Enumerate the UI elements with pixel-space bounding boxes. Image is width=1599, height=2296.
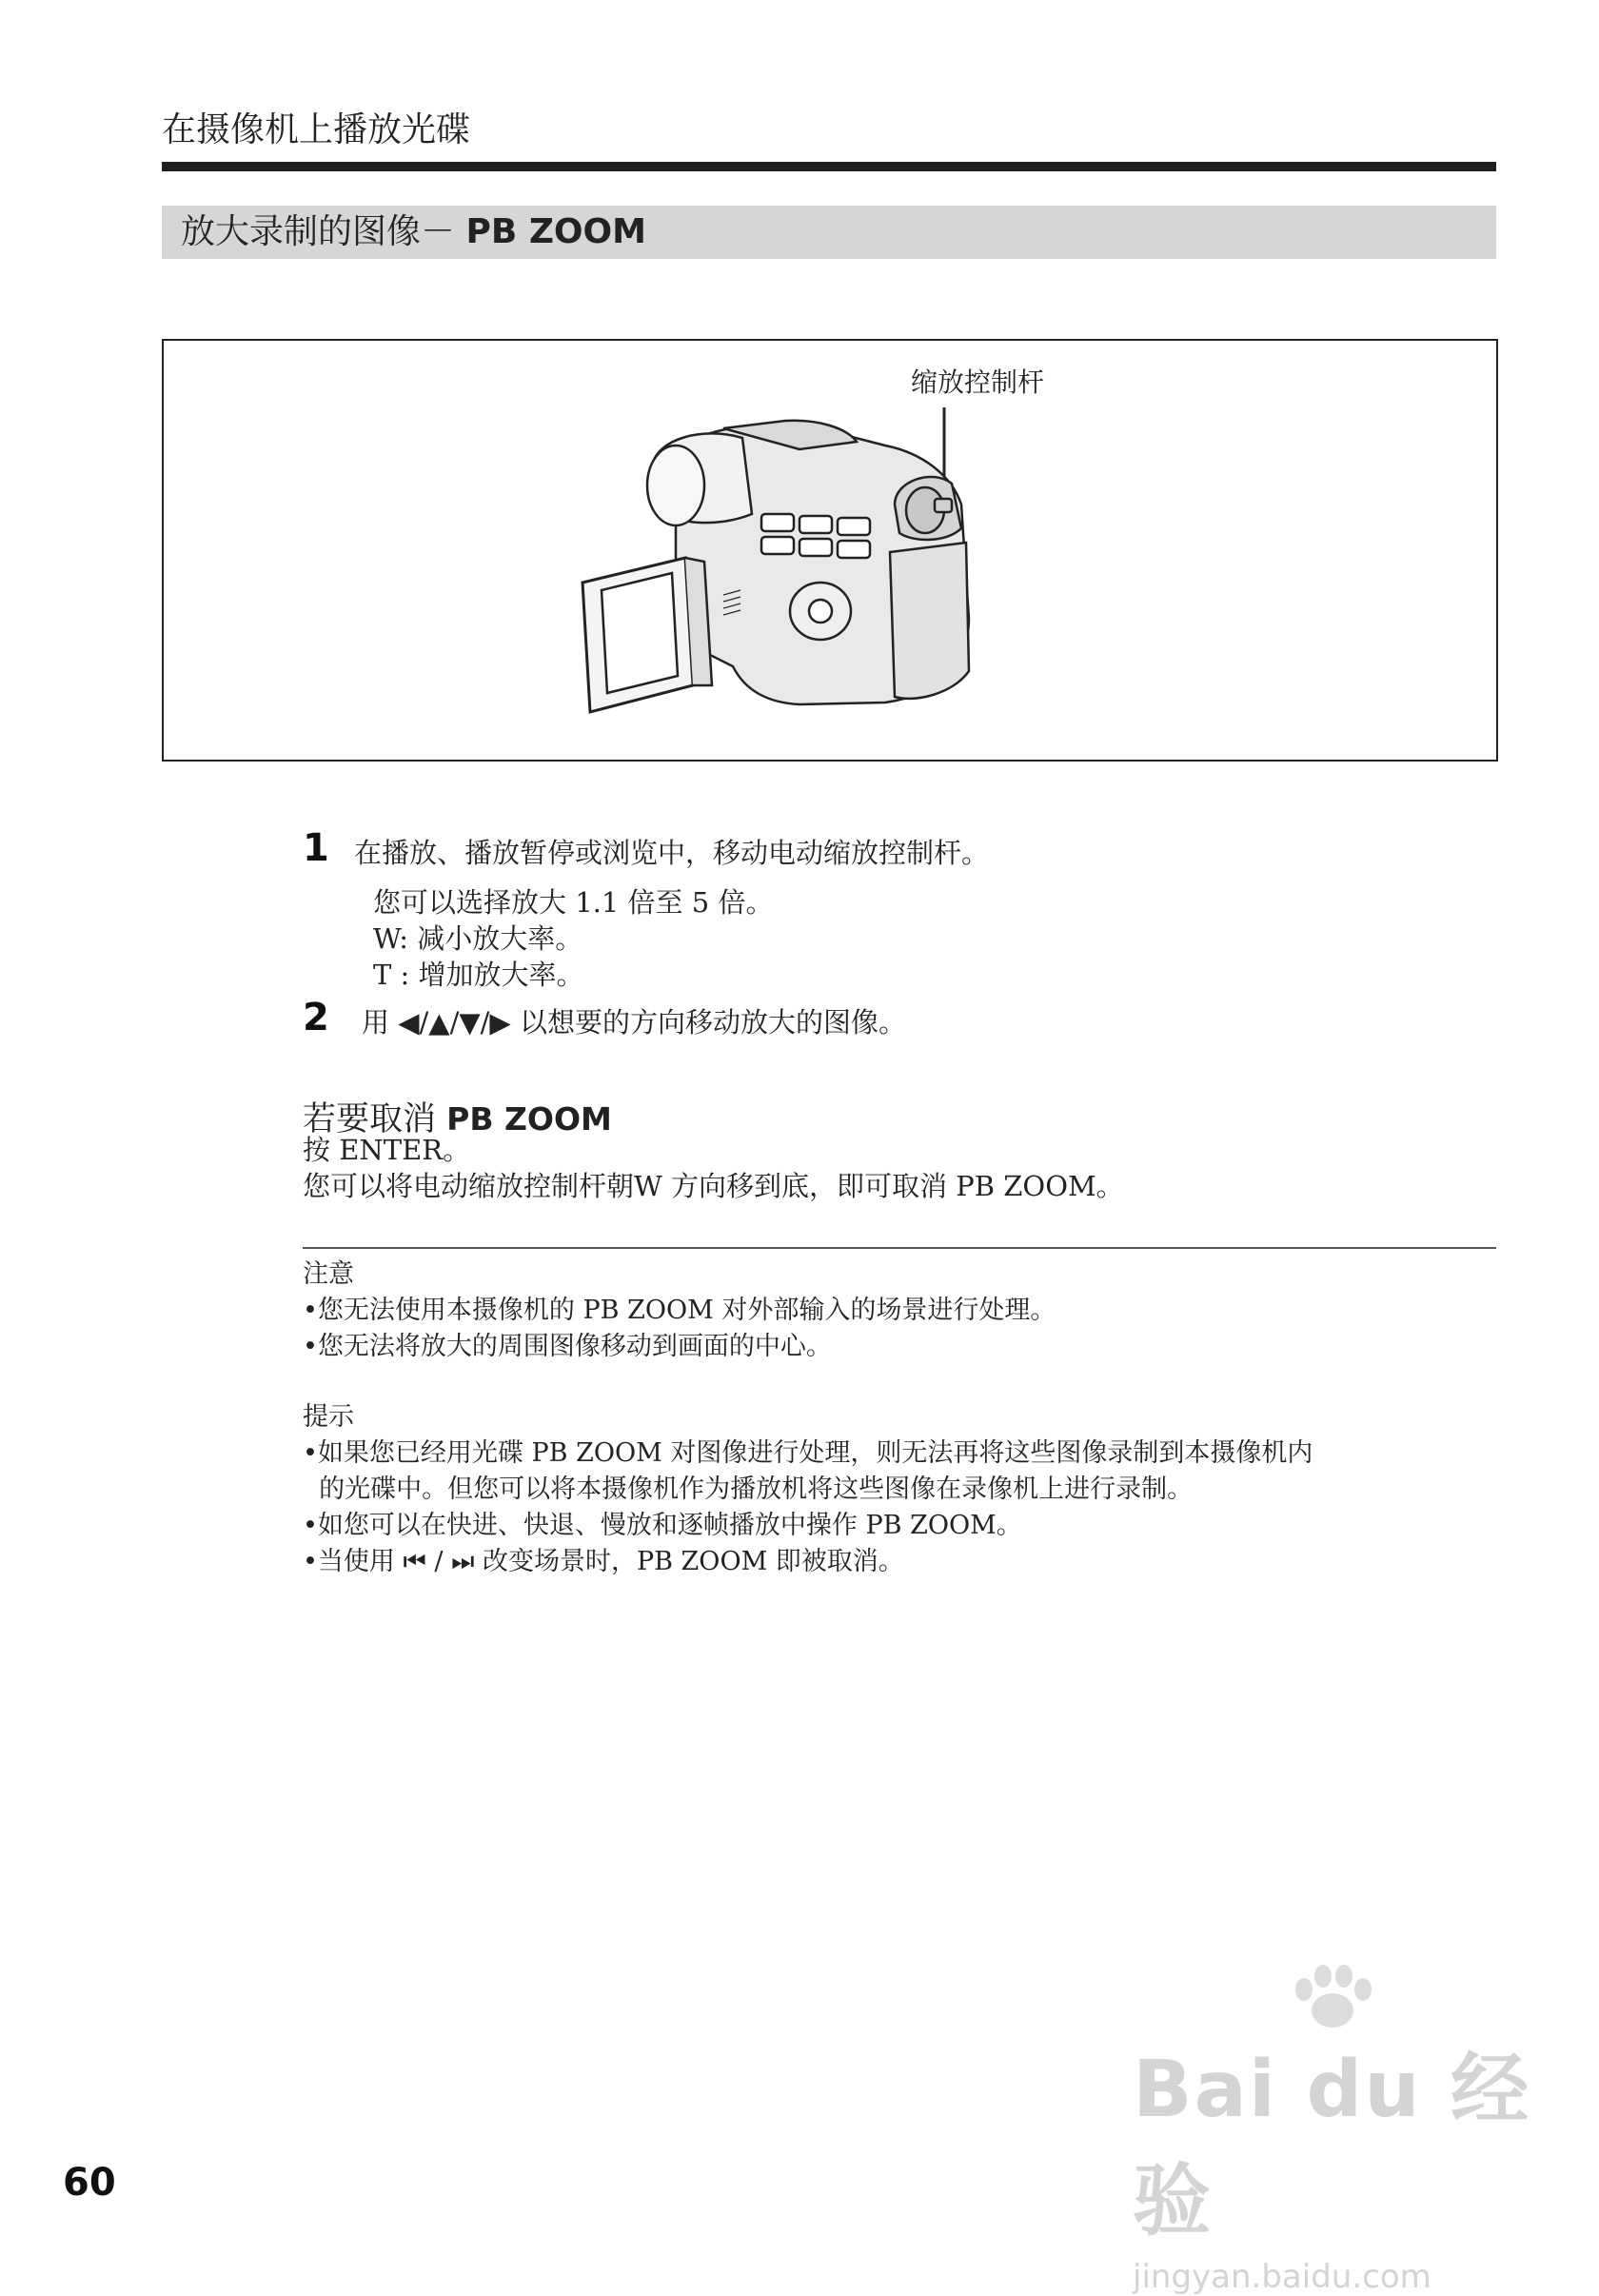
header-rule [162,162,1496,171]
step-1-text: 在播放、播放暂停或浏览中，移动电动缩放控制杆。 [354,837,990,869]
cancel-line-2: 您可以将电动缩放控制杆朝W 方向移到底，即可取消 PB ZOOM。 [303,1170,1124,1202]
lens-front [647,445,704,525]
step-1-detail: W: 减小放大率。 [373,922,583,955]
baidu-watermark [1133,2028,1599,2296]
tip-item: •如果您已经用光碟 PB ZOOM 对图像进行处理，则无法再将这些图像录制到本摄像机内 [303,1438,1313,1468]
cancel-line-1: 按 ENTER。 [303,1134,471,1166]
section-title: 在摄像机上播放光碟 [162,110,471,149]
watermark-url: jingyan.baidu.com [1133,2258,1431,2296]
step-1-detail: 您可以选择放大 1.1 倍至 5 倍。 [373,886,774,919]
tip-item: 的光碟中。但您可以将本摄像机作为播放机将这些图像在录像机上进行录制。 [303,1475,1194,1504]
camcorder-illustration [571,400,1028,723]
zoom-lever [935,499,952,512]
watermark-brand: Bai du 经验 [1133,2045,1531,2247]
lcd-screen [602,573,678,693]
note-item: •您无法使用本摄像机的 PB ZOOM 对外部输入的场景进行处理。 [303,1296,1056,1325]
page-number: 60 [63,2161,116,2205]
cancel-heading-bold: PB ZOOM [446,1100,612,1138]
step-2-number: 2 [303,996,329,1039]
subhead-bold: PB ZOOM [465,212,646,251]
subhead-title [181,210,646,254]
tips-title: 提示 [303,1402,354,1432]
hand-grip [890,543,969,699]
note-item: •您无法将放大的周围图像移动到画面的中心。 [303,1332,832,1361]
step-2-text: 用 ◀/▲/▼/▶ 以想要的方向移动放大的图像。 [362,1006,906,1039]
step-1-detail: T : 增加放大率。 [373,959,584,991]
step-1-number: 1 [303,826,329,870]
tip-item: •如您可以在快进、快退、慢放和逐帧播放中操作 PB ZOOM。 [303,1511,1022,1540]
callout-label: 缩放控制杆 [911,366,1045,398]
paw-icon [1275,1961,1390,2037]
subhead-text: 放大录制的图像－ [181,212,456,251]
tip-item: •当使用 ⏮ / ⏭ 改变场景时，PB ZOOM 即被取消。 [303,1547,904,1576]
notes-divider [303,1247,1496,1249]
cancel-heading-text: 若要取消 [303,1100,437,1138]
note-title: 注意 [303,1259,354,1289]
